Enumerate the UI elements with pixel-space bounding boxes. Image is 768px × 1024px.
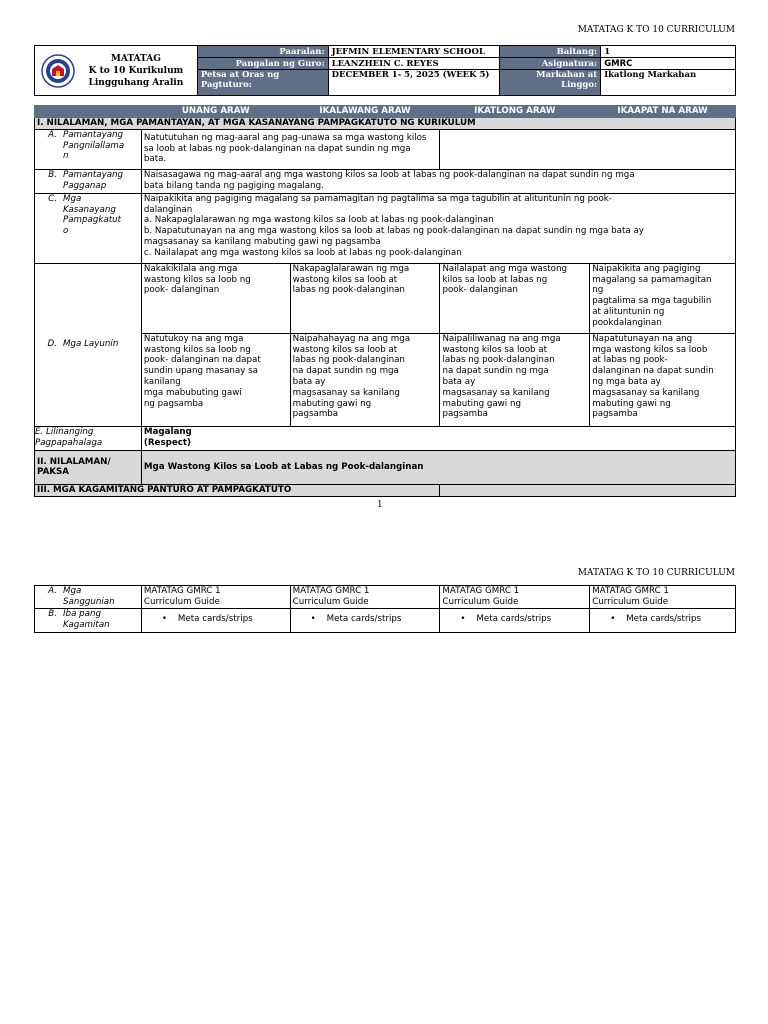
references-day4: MATATAG GMRC 1 Curriculum Guide — [590, 586, 736, 609]
objective-day3-a: Nailalapat ang mga wastong kilos sa loob at labas ng pook- dalanginan — [440, 263, 590, 333]
lesson-plan-table — [34, 105, 736, 497]
row-a-letter: A. — [48, 129, 57, 140]
row-e — [35, 426, 736, 450]
other-materials-day2-text: Meta cards/strips — [326, 614, 402, 624]
row-d-1 — [35, 263, 736, 333]
references-day3: MATATAG GMRC 1 Curriculum Guide — [440, 586, 590, 609]
objective-day1-a: Nakakikilala ang mga wastong kilos sa loob ng pook- dalanginan — [141, 263, 290, 333]
section-3-title: III. MGA KAGAMITANG PANTURO AT PAMPAGKATUTO — [35, 484, 440, 496]
header-title-line2: K to 10 Kurikulum — [88, 65, 184, 76]
row-e-text: Magalang (Respect) — [141, 426, 735, 450]
other-materials-day4-text: Meta cards/strips — [626, 614, 701, 624]
row-e-letter: E. — [35, 426, 44, 437]
day-header-4: IKAAPAT NA ARAW — [590, 106, 736, 118]
row-e-label-text: Lilinanging Pagpapahalaga — [35, 426, 103, 448]
section-3-row — [35, 484, 736, 496]
row-a — [35, 129, 736, 169]
row-c — [35, 193, 736, 263]
objective-day2-a: Nakapaglalarawan ng mga wastong kilos sa loob at labas ng pook-dalanginan — [290, 263, 440, 333]
deped-seal-icon — [41, 54, 75, 88]
running-header-page2: MATATAG K TO 10 CURRICULUM — [577, 568, 735, 578]
other-materials-label-text: Iba pang Kagamitan — [63, 609, 110, 630]
grade-label: Baitang: — [500, 46, 601, 58]
materials-table — [34, 585, 736, 633]
objective-day3-b: Naipaliliwanag na ang mga wastong kilos sa loob at labas ng pook-dalanginan na dapat sundin ng mga bata ay magsasanay sa kanilang mabuting gawi ng pagsamba — [440, 333, 590, 426]
school-value: JEFMIN ELEMENTARY SCHOOL — [328, 46, 500, 58]
header-title-line3: Lingguhang Aralin — [88, 77, 184, 88]
school-label: Paaralan: — [197, 46, 328, 58]
references-day2: MATATAG GMRC 1 Curriculum Guide — [290, 586, 440, 609]
other-materials-day3-text: Meta cards/strips — [476, 614, 552, 624]
row-b-text: Naisasagawa ng mag-aaral ang mga wastong kilos sa loob at labas ng pook-dalanginan na dapat sundin ng mga bata bilang tanda ng pagiging magalang. — [141, 169, 735, 193]
section-1-row — [35, 118, 736, 130]
other-materials-day3 — [440, 609, 590, 633]
lesson-header-table — [34, 45, 736, 96]
row-c-text: Naipakikita ang pagiging magalang sa pamamagitan ng pagtalima sa mga tagubilin at alituntunin ng pook- dalanginan a. Nakapaglalarawan ng mga wastong kilos sa loob at labas ng pook-dalanginan b. Napatutunayan na ang mga wastong kilos sa loob at labas ng pook-dalanginan na dapat sundin ng mga bata ay magsasanay sa kanilang mabuting gawi ng pagsamba c. Nailalapat ang mga wastong kilos sa loob at labas ng pook-dalanginan — [141, 193, 735, 263]
objective-day1-b: Natutukoy na ang mga wastong kilos sa loob ng pook- dalanginan na dapat sundin upang masanay sa kanilang mga mabubuting gawi ng pagsamba — [141, 333, 290, 426]
day-header-2: IKALAWANG ARAW — [290, 106, 440, 118]
row-c-label — [35, 193, 142, 263]
other-materials-letter: B. — [48, 609, 57, 619]
quarter-value: Ikatlong Markahan — [601, 70, 736, 96]
row-e-label — [35, 426, 142, 450]
row-b — [35, 169, 736, 193]
references-letter: A. — [48, 586, 57, 596]
header-title-line1: MATATAG — [110, 53, 161, 64]
row-b-letter: B. — [48, 169, 57, 180]
row-a-label-text: Pamantayang Pangnilallama n — [63, 129, 125, 162]
day-header-row — [35, 106, 736, 118]
teacher-label: Pangalan ng Guro: — [197, 58, 328, 70]
section-2-row — [35, 450, 736, 484]
day-header-3: IKATLONG ARAW — [440, 106, 590, 118]
day-header-1: UNANG ARAW — [141, 106, 290, 118]
objective-day2-b: Naipahahayag na ang mga wastong kilos sa loob at labas ng pook-dalanginan na dapat sundin ng mga bata ay magsasanay sa kanilang mabuting gawi ng pagsamba — [290, 333, 440, 426]
row-d-letter: D. — [47, 339, 57, 350]
bullet-icon: • — [610, 614, 616, 624]
page-number: 1 — [377, 500, 383, 510]
date-label: Petsa at Oras ng Pagtuturo: — [197, 70, 328, 96]
bullet-icon: • — [161, 614, 168, 624]
references-row — [35, 586, 736, 609]
row-a-text: Natututuhan ng mag-aaral ang pag-unawa sa mga wastong kilos sa loob at labas ng pook-dalanginan na dapat sundin ng mga bata. — [141, 129, 440, 169]
other-materials-day1 — [141, 609, 290, 633]
row-c-label-text: Mga Kasanayang Pampagkatut o — [63, 193, 122, 237]
header-title-cell — [35, 46, 198, 96]
row-b-label — [35, 169, 142, 193]
row-d-label-text: Mga Layunin — [63, 339, 119, 350]
section-1-title: I. NILALAMAN, MGA PAMANTAYAN, AT MGA KASANAYANG PAMPAGKATUTO NG KURIKULUM — [35, 118, 736, 130]
section-2-text: Mga Wastong Kilos sa Loob at Labas ng Pook-dalanginan — [141, 450, 735, 484]
teacher-value: LEANZHEIN C. REYES — [328, 58, 500, 70]
subject-label: Asignatura: — [500, 58, 601, 70]
row-d-label — [35, 263, 142, 426]
row-c-letter: C. — [48, 193, 57, 204]
references-day1: MATATAG GMRC 1 Curriculum Guide — [141, 586, 290, 609]
date-value: DECEMBER 1- 5, 2025 (WEEK 5) — [328, 70, 500, 96]
other-materials-day2 — [290, 609, 440, 633]
bullet-icon: • — [310, 614, 316, 624]
references-label-text: Mga Sanggunian — [63, 586, 115, 607]
references-label — [35, 586, 142, 609]
row-b-label-text: Pamantayang Pagganap — [63, 169, 124, 191]
other-materials-day1-text: Meta cards/strips — [177, 614, 253, 624]
grade-value: 1 — [601, 46, 736, 58]
row-a-label — [35, 129, 142, 169]
other-materials-day4 — [590, 609, 736, 633]
other-materials-label — [35, 609, 142, 633]
bullet-icon: • — [460, 614, 466, 624]
objective-day4-b: Napatutunayan na ang mga wastong kilos sa loob at labas ng pook- dalanginan na dapat sundin ng mga bata ay magsasanay sa kanilang mabuting gawi ng pagsamba — [590, 333, 736, 426]
subject-value: GMRC — [601, 58, 736, 70]
objective-day4-a: Naipakikita ang pagiging magalang sa pamamagitan ng pagtalima sa mga tagubilin at alituntunin ng pookdalanginan — [590, 263, 736, 333]
section-2-label: II. NILALAMAN/ PAKSA — [35, 450, 142, 484]
other-materials-row — [35, 609, 736, 633]
running-header: MATATAG K TO 10 CURRICULUM — [577, 25, 735, 35]
quarter-label: Markahan at Linggo: — [500, 70, 601, 96]
